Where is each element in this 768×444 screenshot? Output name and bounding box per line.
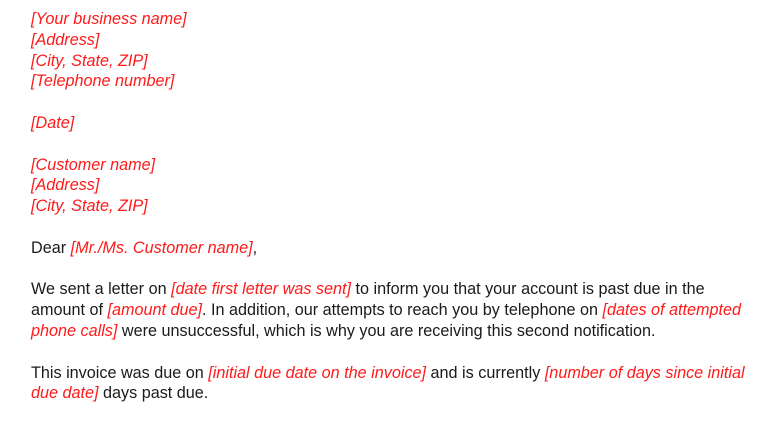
placeholder-date-first-letter: [date first letter was sent] [171,280,352,299]
paragraph2-text-3: days past due. [98,384,209,403]
paragraph1-text-2: to inform you that your account is past due in the amount of [31,280,705,320]
spacer [31,92,746,113]
spacer [31,259,746,280]
spacer [31,217,746,238]
paragraph1-text-1: We sent a letter on [31,280,172,299]
salutation-suffix: , [252,238,258,257]
salutation-line [31,238,746,259]
placeholder-amount-due: [amount due] [107,301,202,320]
paragraph1-text-3: . In addition, our attempts to reach you by telephone on [202,301,603,320]
placeholder-initial-due-date: [initial due date on the invoice] [208,363,427,382]
date-block [31,113,746,134]
salutation-prefix: Dear [31,238,71,257]
paragraph1-text-4: were unsuccessful, which is why you are receiving this second notification. [117,321,656,340]
letter-date: [Date] [31,113,75,132]
placeholder-days-past-due: [number of days since initial due date] [31,363,745,403]
sender-block [31,9,746,92]
recipient-city-state-zip: [City, State, ZIP] [31,197,148,216]
placeholder-phone-call-dates: [dates of attempted phone calls] [31,301,742,340]
recipient-customer-name: [Customer name] [31,155,156,174]
paragraph-due-status [31,363,746,405]
spacer [31,134,746,155]
paragraph2-text-2: and is currently [426,363,545,382]
paragraph-first-notice [31,279,746,341]
spacer [31,342,746,363]
sender-city-state-zip: [City, State, ZIP] [31,51,148,70]
paragraph2-text-1: This invoice was due on [31,363,209,382]
sender-telephone: [Telephone number] [31,72,175,91]
sender-business-name: [Your business name] [31,10,187,28]
recipient-address: [Address] [31,176,100,195]
sender-address: [Address] [31,30,100,49]
letter-document [31,9,746,404]
salutation-name: [Mr./Ms. Customer name] [70,238,253,257]
recipient-block [31,155,746,217]
salutation [31,238,746,259]
